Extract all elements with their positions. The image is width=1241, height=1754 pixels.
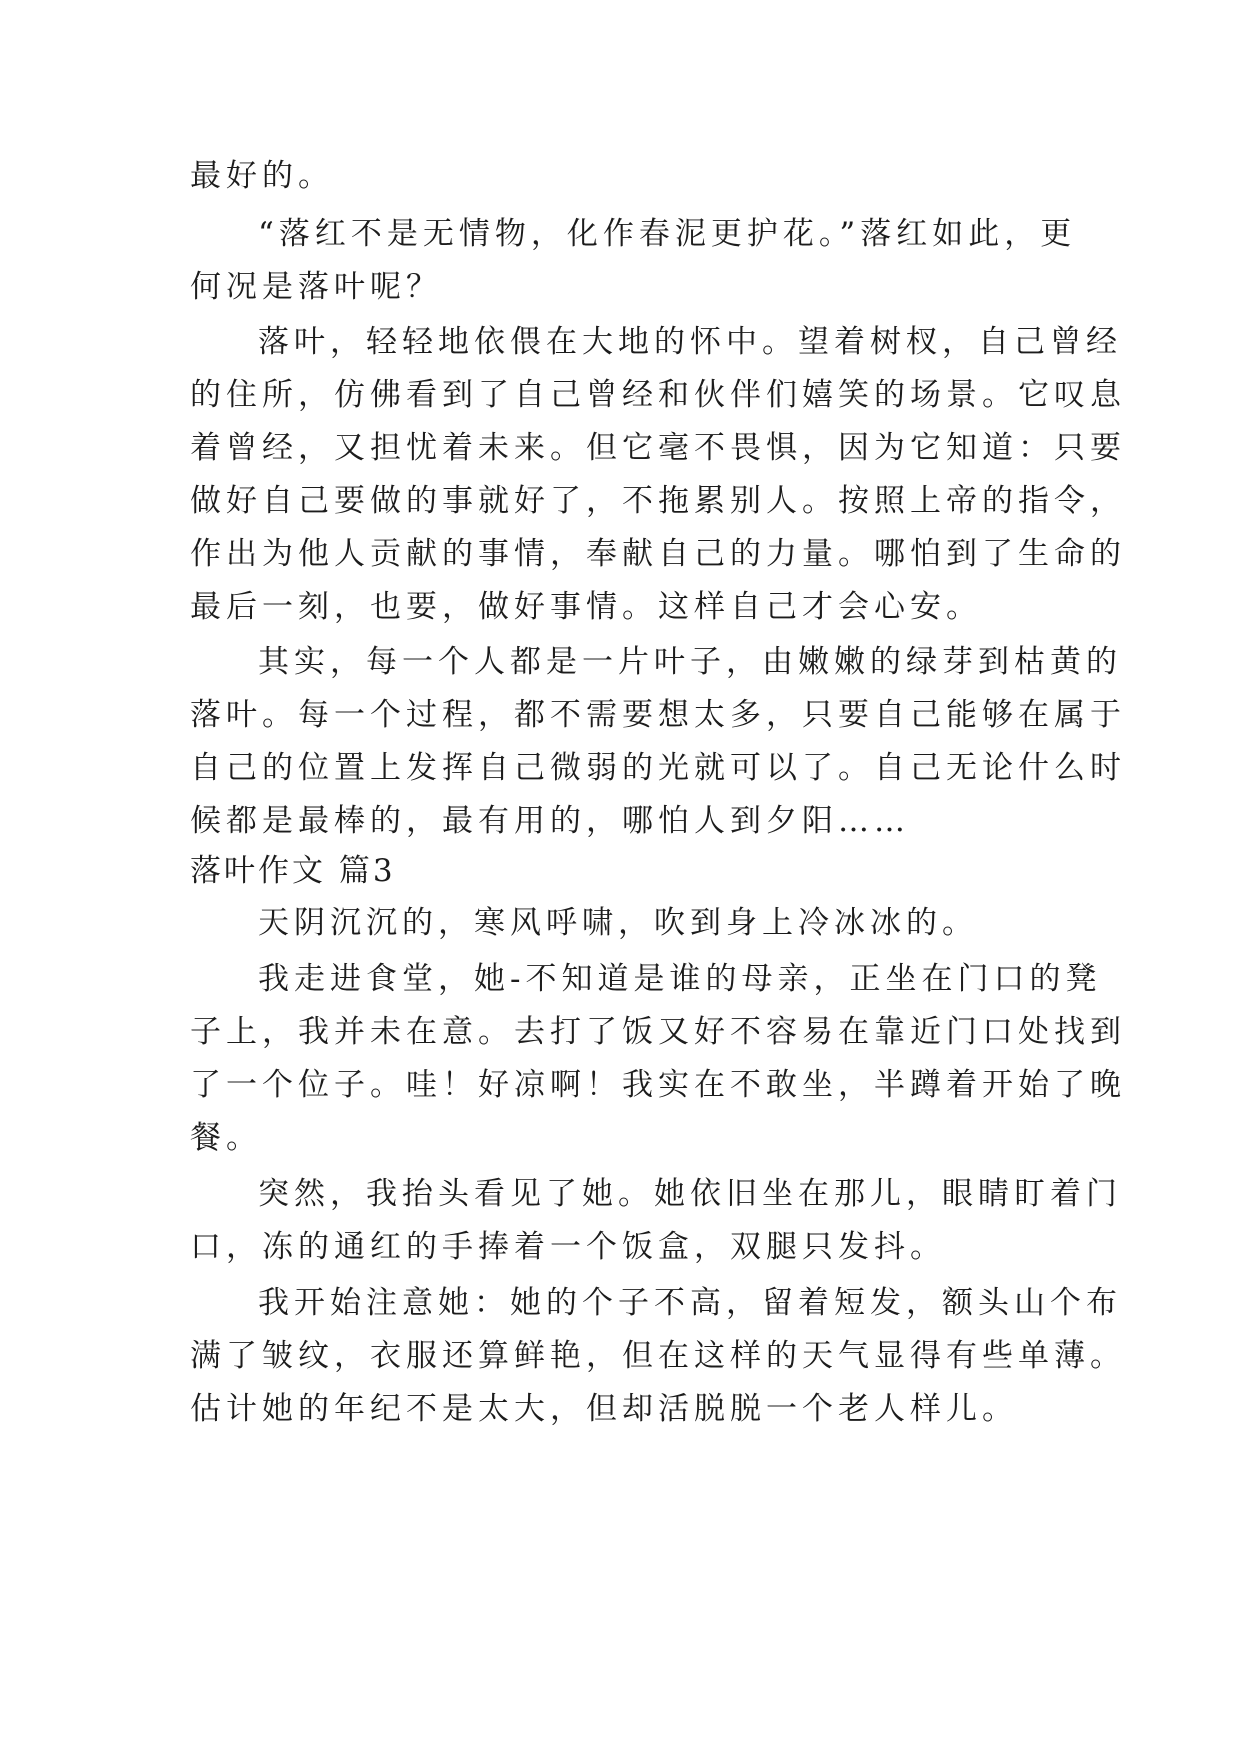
text-line: 我开始注意她：她的个子不高，留着短发，额头山个布 (258, 1285, 1122, 1321)
text-line: 候都是最棒的，最有用的，哪怕人到夕阳…… (190, 803, 910, 839)
section-heading (190, 853, 1060, 889)
text-line: 我走进食堂，她-不知道是谁的母亲，正坐在门口的凳 (258, 961, 1102, 997)
text-line: 做好自己要做的事就好了，不拖累别人。按照上帝的指令， (190, 483, 1126, 519)
text-line: “落红不是无情物，化作春泥更护花。”落红如此，更 (258, 216, 1077, 252)
text-line: 何况是落叶呢？ (190, 269, 442, 305)
heading-text: 落叶作文 篇3 (190, 853, 396, 889)
text-line: 最好的。 (190, 158, 334, 194)
text-line: 餐。 (190, 1120, 262, 1156)
text-line: 了一个位子。哇！好凉啊！我实在不敢坐，半蹲着开始了晚 (190, 1067, 1126, 1103)
paragraph (190, 1285, 1126, 1427)
text-line: 着曾经，又担忧着未来。但它毫不畏惧，因为它知道：只要 (190, 430, 1126, 466)
paragraph (190, 905, 1060, 941)
text-line: 满了皱纹，衣服还算鲜艳，但在这样的天气显得有些单薄。 (190, 1338, 1126, 1374)
text-line: 自己的位置上发挥自己微弱的光就可以了。自己无论什么时 (190, 750, 1126, 786)
text-line: 突然，我抬头看见了她。她依旧坐在那儿，眼睛盯着门 (258, 1176, 1122, 1212)
text-line: 其实，每一个人都是一片叶子，由嫩嫩的绿芽到枯黄的 (258, 644, 1122, 680)
paragraph (190, 324, 1126, 625)
document-page (190, 158, 1126, 1427)
text-line: 作出为他人贡献的事情，奉献自己的力量。哪怕到了生命的 (190, 536, 1126, 572)
text-line: 口，冻的通红的手捧着一个饭盒，双腿只发抖。 (190, 1229, 946, 1265)
text-line: 子上，我并未在意。去打了饭又好不容易在靠近门口处找到 (190, 1014, 1126, 1050)
paragraph (190, 158, 1060, 194)
text-line: 天阴沉沉的，寒风呼啸，吹到身上冷冰冰的。 (258, 905, 978, 941)
paragraph (190, 216, 1077, 305)
text-line: 落叶，轻轻地依偎在大地的怀中。望着树杈，自己曾经 (258, 324, 1122, 360)
text-line: 估计她的年纪不是太大，但却活脱脱一个老人样儿。 (190, 1391, 1018, 1427)
paragraph (190, 644, 1126, 839)
paragraph (190, 961, 1126, 1156)
text-line: 最后一刻，也要，做好事情。这样自己才会心安。 (190, 589, 982, 625)
text-line: 落叶。每一个过程，都不需要想太多，只要自己能够在属于 (190, 697, 1126, 733)
text-line: 的住所，仿佛看到了自己曾经和伙伴们嬉笑的场景。它叹息 (190, 377, 1126, 413)
paragraph (190, 1176, 1122, 1265)
